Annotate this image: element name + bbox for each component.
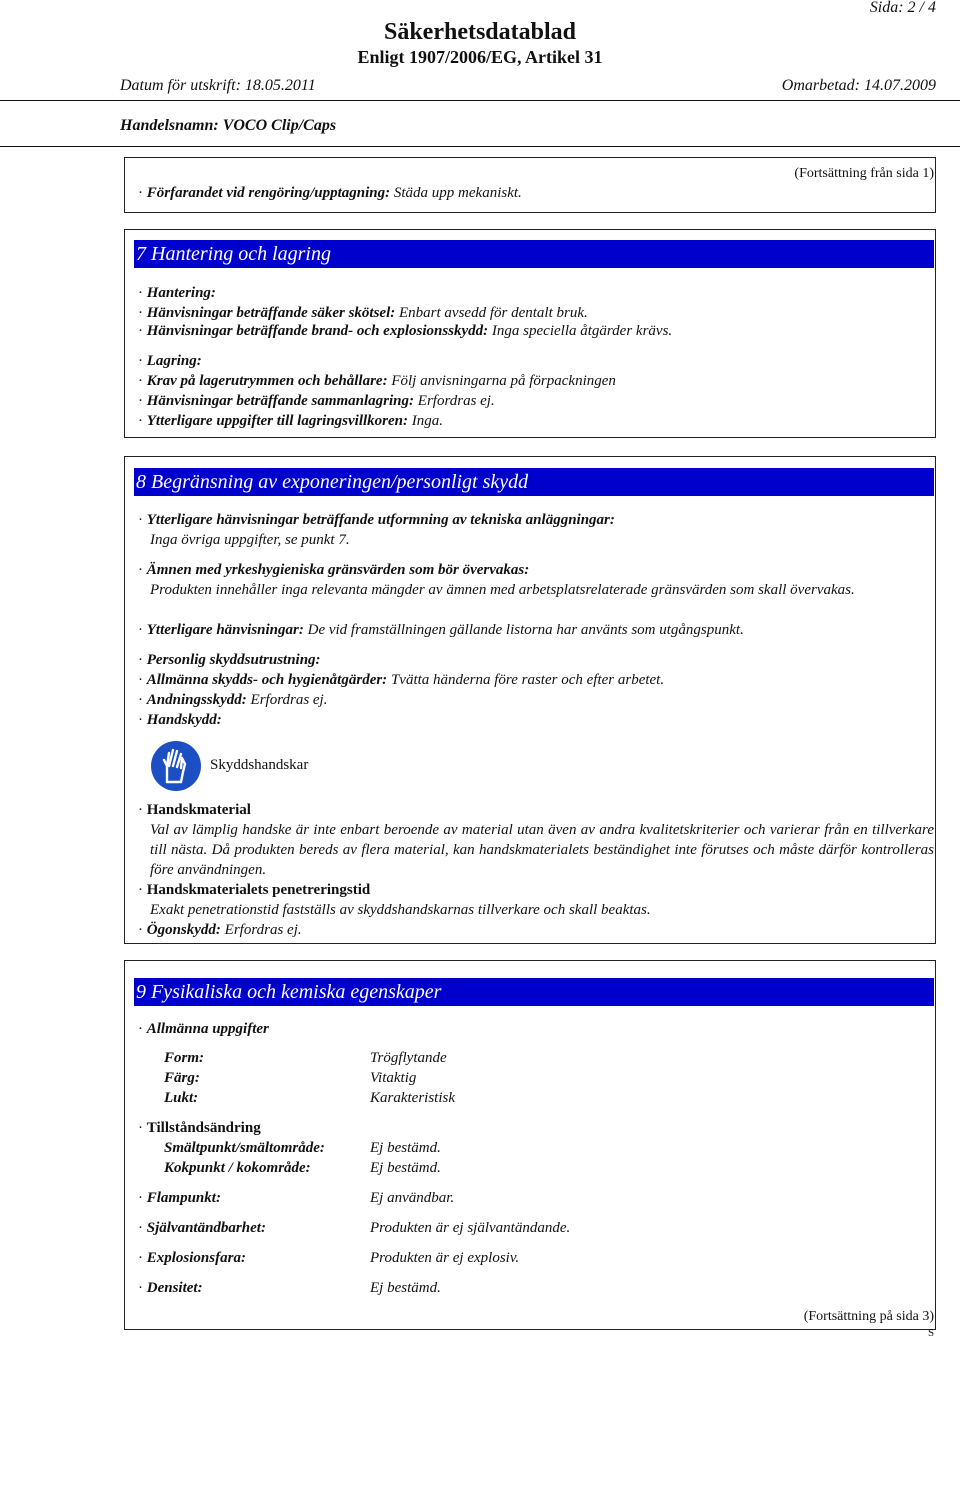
glove-material-value: Val av lämplig handske är inte enbart beroende av material utan även av andra kvalitetskriterier och varierar från en tillverkare till nästa. Då produkten bereds av flera material, kan handskmaterialets beständighet inte förutses och måste därför kontrolleras före användningen.: [150, 822, 934, 878]
safe-handling-label: Hänvisningar beträffande säker skötsel:: [146, 305, 396, 321]
self-ignition-line: · Självantändbarhet:: [138, 1220, 266, 1236]
section-9-heading: 9 Fysikaliska och kemiska egenskaper: [134, 978, 934, 1006]
boiling-value: Ej bestämd.: [370, 1160, 441, 1176]
cleaning-value: Städa upp mekaniskt.: [393, 185, 522, 201]
more-line: · Ytterligare hänvisningar: De vid framställningen gällande listorna har använts som utgångspunkt.: [138, 622, 744, 638]
hygiene-label: Allmänna skydds- och hygienåtgärder:: [146, 672, 388, 688]
tech-line: · Ytterligare hänvisningar beträffande utformning av tekniska anläggningar:: [138, 512, 615, 528]
co-storage-line: · Hänvisningar beträffande sammanlagring: Erfordras ej.: [138, 393, 495, 409]
ppe-line: · Personlig skyddsutrustning:: [138, 652, 321, 668]
density-value: Ej bestämd.: [370, 1280, 441, 1296]
storage-req-value: Följ anvisningarna på förpackningen: [391, 373, 616, 389]
more-value: De vid framställningen gällande listorna har använts som utgångspunkt.: [307, 622, 744, 638]
fire-line: · Hänvisningar beträffande brand- och explosionsskydd: Inga speciella åtgärder krävs.: [138, 323, 673, 339]
eye-label: Ögonskydd:: [146, 922, 221, 938]
odor-label: Lukt:: [164, 1090, 199, 1106]
storage-label: Lagring:: [146, 353, 202, 369]
storage-extra-line: · Ytterligare uppgifter till lagringsvillkoren: Inga.: [138, 413, 444, 429]
ppe-label: Personlig skyddsutrustning:: [146, 652, 321, 668]
revised-date: Omarbetad: 14.07.2009: [781, 77, 936, 94]
document-title: Säkerhetsdatablad: [383, 19, 577, 45]
respiratory-label: Andningsskydd:: [146, 692, 247, 708]
header-divider: [0, 100, 960, 101]
fire-value: Inga speciella åtgärder krävs.: [491, 323, 673, 339]
cleaning-line: · Förfarandet vid rengöring/upptagning: Städa upp mekaniskt.: [138, 185, 522, 201]
odor-value: Karakteristisk: [370, 1090, 455, 1106]
more-label: Ytterligare hänvisningar:: [146, 622, 304, 638]
general-line: · Allmänna uppgifter: [138, 1021, 269, 1037]
handling-line: · Hantering:: [138, 285, 216, 301]
flash-label: Flampunkt:: [146, 1190, 221, 1206]
print-date: Datum för utskrift: 18.05.2011: [120, 77, 316, 94]
penetration-label: Handskmaterialets penetreringstid: [146, 882, 371, 898]
tech-value: Inga övriga uppgifter, se punkt 7.: [150, 532, 350, 548]
glove-material-label: Handskmaterial: [146, 802, 251, 818]
respiratory-line: · Andningsskydd: Erfordras ej.: [138, 692, 328, 708]
glove-caption: Skyddshandskar: [210, 757, 309, 773]
co-storage-value: Erfordras ej.: [417, 393, 495, 409]
color-value: Vitaktig: [370, 1070, 417, 1086]
hygiene-line: · Allmänna skydds- och hygienåtgärder: Tvätta händerna före raster och efter arbetet.: [138, 672, 665, 688]
form-label: Form:: [164, 1050, 205, 1066]
explosion-value: Produkten är ej explosiv.: [370, 1250, 520, 1266]
eye-value: Erfordras ej.: [224, 922, 302, 938]
penetration-value: Exakt penetrationstid fastställs av skyddshandskarnas tillverkare och skall beaktas.: [150, 902, 651, 918]
tech-label: Ytterligare hänvisningar beträffande utformning av tekniska anläggningar:: [146, 512, 615, 528]
limits-line: · Ämnen med yrkeshygieniska gränsvärden som bör övervakas:: [138, 562, 530, 578]
safe-handling-value: Enbart avsedd för dentalt bruk.: [399, 305, 588, 321]
density-line: · Densitet:: [138, 1280, 203, 1296]
handling-label: Hantering:: [146, 285, 216, 301]
tradename-divider: [0, 146, 960, 147]
document-subtitle: Enligt 1907/2006/EG, Artikel 31: [357, 47, 603, 67]
flash-value: Ej användbar.: [370, 1190, 455, 1206]
form-value: Trögflytande: [370, 1050, 447, 1066]
glove-icon: [150, 740, 202, 792]
melting-label: Smältpunkt/smältområde:: [164, 1140, 325, 1156]
trade-name: Handelsnamn: VOCO Clip/Caps: [120, 117, 337, 134]
storage-line: · Lagring:: [138, 353, 202, 369]
explosion-label: Explosionsfara:: [146, 1250, 246, 1266]
penetration-line: · Handskmaterialets penetreringstid: [138, 882, 371, 898]
storage-extra-label: Ytterligare uppgifter till lagringsvillkoren:: [146, 413, 409, 429]
continued-on: (Fortsättning på sida 3): [803, 1309, 934, 1324]
continued-from: (Fortsättning från sida 1): [794, 166, 934, 181]
limits-label: Ämnen med yrkeshygieniska gränsvärden som bör övervakas:: [146, 562, 530, 578]
cleaning-label: Förfarandet vid rengöring/upptagning:: [146, 185, 391, 201]
eye-line: · Ögonskydd: Erfordras ej.: [138, 922, 302, 938]
co-storage-label: Hänvisningar beträffande sammanlagring:: [146, 393, 415, 409]
hand-protection-label: Handskydd:: [146, 712, 222, 728]
hand-protection-line: · Handskydd:: [138, 712, 222, 728]
density-label: Densitet:: [146, 1280, 203, 1296]
safe-handling-line: · Hänvisningar beträffande säker skötsel: Enbart avsedd för dentalt bruk.: [138, 305, 588, 321]
section-8-heading: 8 Begränsning av exponeringen/personligt skydd: [134, 468, 934, 496]
explosion-line: · Explosionsfara:: [138, 1250, 246, 1266]
self-ignition-value: Produkten är ej självantändande.: [370, 1220, 571, 1236]
storage-req-label: Krav på lagerutrymmen och behållare:: [146, 373, 388, 389]
footer-mark: S: [928, 1327, 935, 1339]
general-label: Allmänna uppgifter: [146, 1021, 269, 1037]
storage-extra-value: Inga.: [411, 413, 444, 429]
state-change-label: Tillståndsändring: [146, 1120, 261, 1136]
color-label: Färg:: [164, 1070, 200, 1086]
storage-req-line: · Krav på lagerutrymmen och behållare: Följ anvisningarna på förpackningen: [138, 373, 616, 389]
hygiene-value: Tvätta händerna före raster och efter arbetet.: [390, 672, 665, 688]
respiratory-value: Erfordras ej.: [250, 692, 328, 708]
flash-line: · Flampunkt:: [138, 1190, 221, 1206]
boiling-label: Kokpunkt / kokområde:: [164, 1160, 311, 1176]
fire-label: Hänvisningar beträffande brand- och explosionsskydd:: [146, 323, 489, 339]
page-number: Sida: 2 / 4: [869, 0, 936, 16]
section-7-heading: 7 Hantering och lagring: [134, 240, 934, 268]
glove-material-line: · Handskmaterial: [138, 802, 251, 818]
limits-value: Produkten innehåller inga relevanta mängder av ämnen med arbetsplatsrelaterade gränsvärden som skall övervakas.: [150, 582, 855, 598]
state-change-line: · Tillståndsändring: [138, 1120, 261, 1136]
self-ignition-label: Självantändbarhet:: [146, 1220, 266, 1236]
melting-value: Ej bestämd.: [370, 1140, 441, 1156]
header-dates: [120, 76, 936, 96]
